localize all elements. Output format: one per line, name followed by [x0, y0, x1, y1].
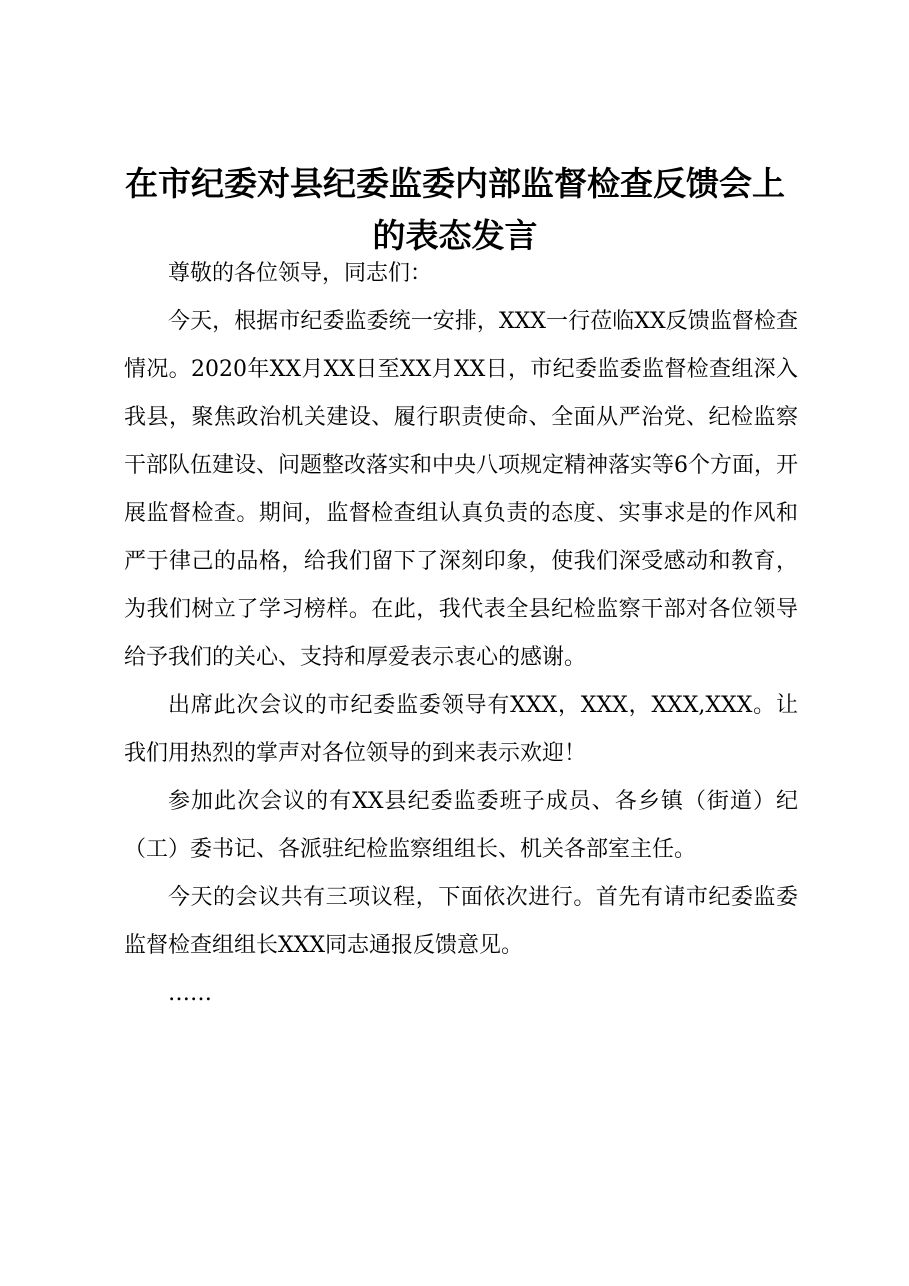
- paragraph-agenda: 今天的会议共有三项议程，下面依次进行。首先有请市纪委监委监督检查组组长XXX同志通报反馈意见。: [124, 885, 798, 958]
- paragraph-attending-leaders: 出席此次会议的市纪委监委领导有XXX，XXX，XXX,XXX。让我们用热烈的掌声对各位领导的到来表示欢迎！: [124, 693, 798, 766]
- ellipsis: ……: [168, 981, 212, 1006]
- title-line-1: 在市纪委对县纪委监委内部监督检查反馈会上: [125, 164, 785, 203]
- document-body: [124, 250, 798, 1018]
- paragraph-participants: 参加此次会议的有XX县纪委监委班子成员、各乡镇（街道）纪（工）委书记、各派驻纪检监察组组长、机关各部室主任。: [124, 789, 798, 862]
- paragraph-background: 今天，根据市纪委监委统一安排，XXX一行莅临XX反馈监督检查情况。2020年XX月XX日至XX月XX日，市纪委监委监督检查组深入我县，聚焦政治机关建设、履行职责使命、全面从严治党、纪检监察干部队伍建设、问题整改落实和中央八项规定精神落实等6个方面，开展监督检查。期间，监督检查组认真负责的态度、实事求是的作风和严于律己的品格，给我们留下了深刻印象，使我们深受感动和教育，为我们树立了学习榜样。在此，我代表全县纪检监察干部对各位领导给予我们的关心、支持和厚爱表示衷心的感谢。: [124, 309, 798, 670]
- title-line-2: 的表态发言: [372, 216, 538, 255]
- salutation: 尊敬的各位领导，同志们：: [168, 261, 433, 286]
- document-title: [110, 158, 800, 262]
